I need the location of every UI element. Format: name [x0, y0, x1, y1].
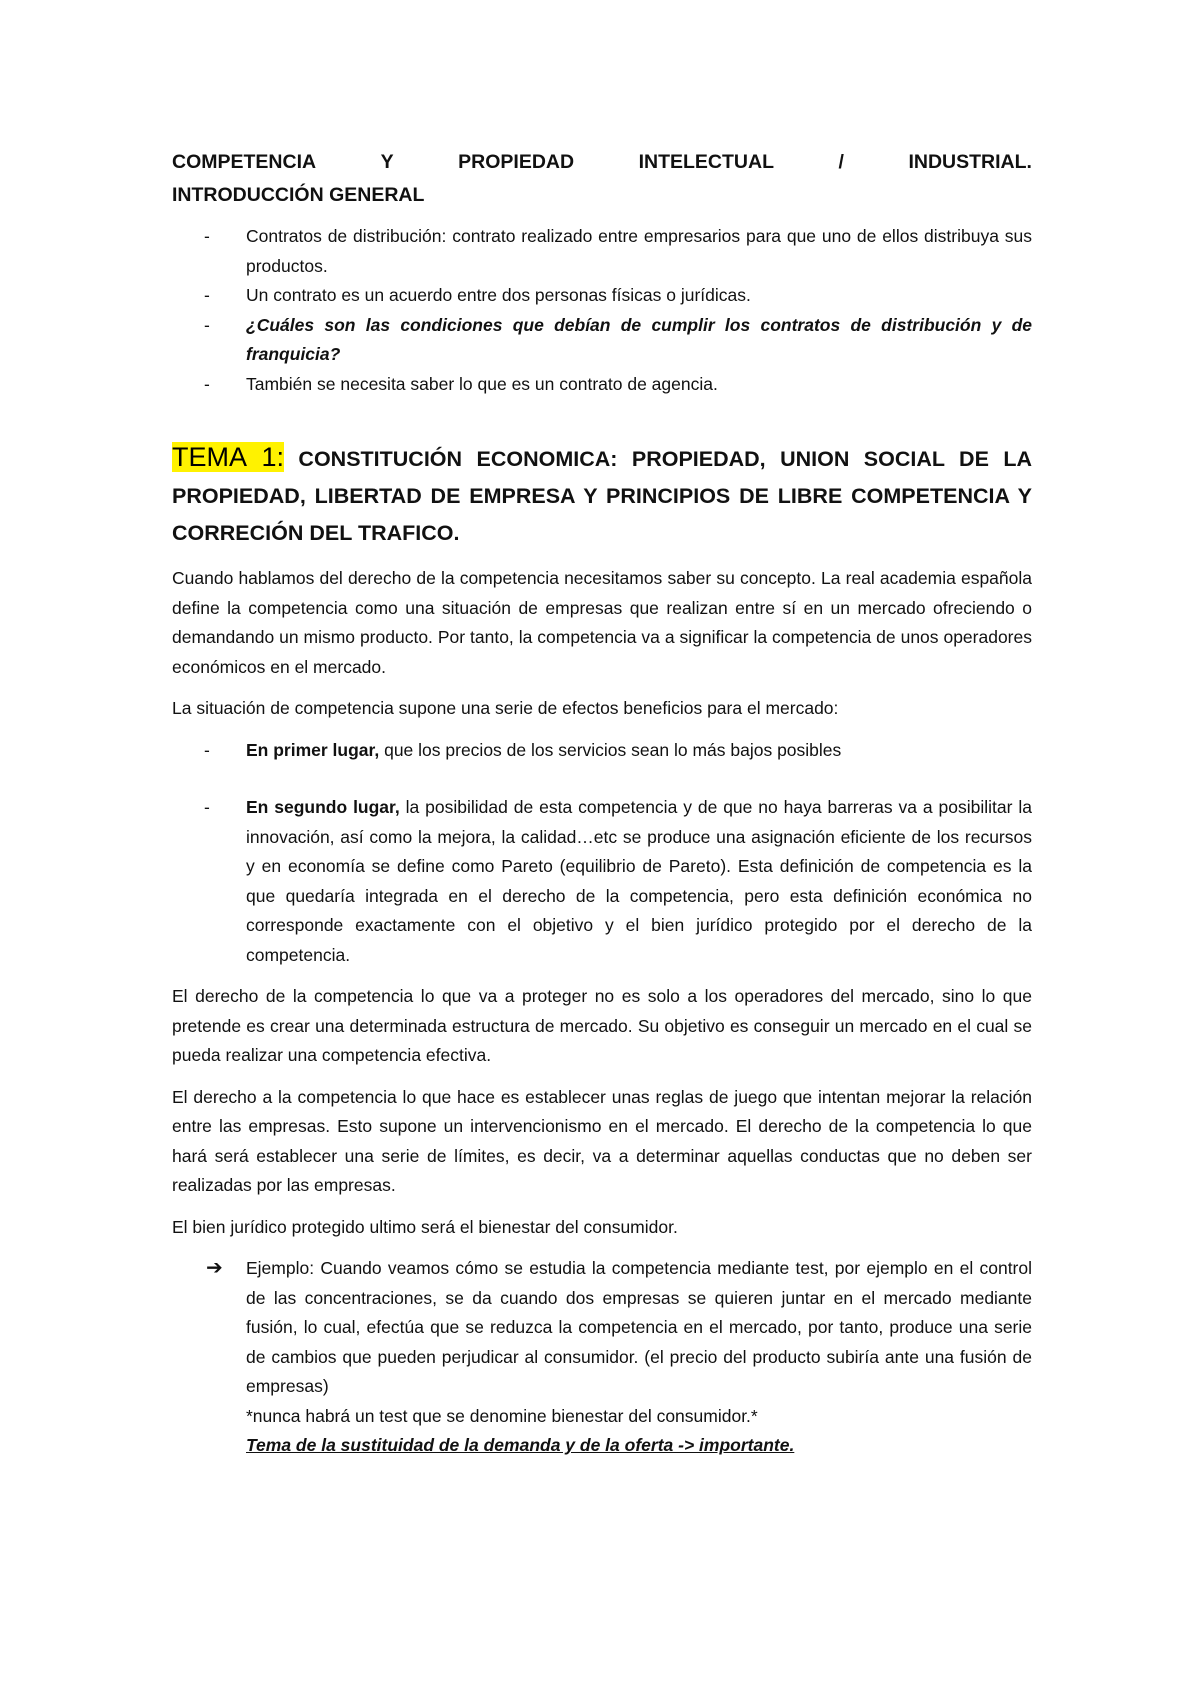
effects-list [172, 736, 1032, 971]
list-item [172, 736, 1032, 766]
title-word: INDUSTRIAL. [908, 151, 1032, 173]
title-word: COMPETENCIA [172, 151, 317, 173]
list-item [172, 222, 1032, 281]
document-title [172, 146, 1032, 212]
list-item-text: También se necesita saber lo que es un contrato de agencia. [246, 373, 718, 394]
title-word: / [838, 151, 844, 173]
example-block [172, 1254, 1032, 1461]
title-word: Y [380, 151, 394, 173]
dash-bullet: - [204, 226, 210, 246]
dash-bullet: - [204, 285, 210, 305]
list-item [172, 793, 1032, 970]
section-title: CONSTITUCIÓN ECONOMICA: PROPIEDAD, UNION SOCIAL DE LA PROPIEDAD, LIBERTAD DE EMPRESA Y PRINCIPIOS DE LIBRE COMPETENCIA Y CORRECIÓN DEL TRAFICO. [172, 447, 1033, 545]
list-item [172, 281, 1032, 311]
list-item [172, 370, 1032, 400]
section-heading [172, 439, 1032, 552]
paragraph: La situación de competencia supone una serie de efectos beneficios para el mercado: [172, 698, 839, 718]
bold-lead: En primer lugar, [246, 739, 380, 760]
arrow-icon: ➔ [206, 1257, 223, 1279]
important-note: Tema de la sustituidad de la demanda y de la oferta -> importante. [246, 1435, 795, 1455]
document-body [172, 146, 1032, 1461]
dash-bullet: - [204, 797, 210, 817]
list-item-text: la posibilidad de esta competencia y de que no haya barreras va a posibilitar la innovación, así como la mejora, la calidad…etc se produce una asignación eficiente de los recursos y en economía se define como Pareto (equilibrio de Pareto). Esta definición de competencia es la que quedaría integrada en el derecho de la competencia, pero esta definición económica no corresponde exactamente con el objetivo y el bien jurídico protegido por el derecho de la competencia. [246, 797, 1032, 965]
title-line-1 [172, 146, 1032, 179]
list-item-text: que los precios de los servicios sean lo más bajos posibles [379, 739, 842, 760]
bold-lead: En segundo lugar, [246, 797, 400, 817]
dash-bullet: - [204, 314, 210, 335]
highlighted-label: TEMA 1: [172, 442, 284, 472]
paragraph: El bien jurídico protegido ultimo será el bienestar del consumidor. [172, 1216, 678, 1237]
list-item-question: ¿Cuáles son las condiciones que debían de cumplir los contratos de distribución y de franquicia? [246, 314, 1032, 364]
title-line-2: INTRODUCCIÓN GENERAL [172, 184, 425, 206]
dash-bullet: - [204, 739, 210, 760]
paragraph: El derecho a la competencia lo que hace es establecer unas reglas de juego que intentan mejorar la relación entre las empresas. Esto supone un intervencionismo en el mercado. El derecho de la competencia lo que hará será establecer una serie de límites, es decir, va a determinar aquellas conductas que no deben ser realizadas por las empresas. [172, 1086, 1032, 1195]
paragraph: Cuando hablamos del derecho de la competencia necesitamos saber su concepto. La real academia española define la competencia como una situación de empresas que realizan entre sí en un mercado ofreciendo o demandando un mismo producto. Por tanto, la competencia va a significar la competencia de unos operadores económicos en el mercado. [172, 568, 1032, 677]
list-item [172, 311, 1032, 370]
spacer [172, 765, 1032, 793]
example-note: *nunca habrá un test que se denomine bienestar del consumidor.* [246, 1405, 758, 1426]
title-word: INTELECTUAL [638, 151, 774, 173]
list-item-text: Contratos de distribución: contrato realizado entre empresarios para que uno de ellos distribuya sus productos. [246, 226, 1032, 276]
title-word: PROPIEDAD [458, 151, 575, 173]
dash-bullet: - [204, 373, 210, 394]
list-item-text: Un contrato es un acuerdo entre dos personas físicas o jurídicas. [246, 285, 751, 305]
paragraph: El derecho de la competencia lo que va a proteger no es solo a los operadores del mercado, sino lo que pretende es crear una determinada estructura de mercado. Su objetivo es conseguir un mercado en el cual se pueda realizar una competencia efectiva. [172, 986, 1032, 1065]
intro-list [172, 222, 1032, 399]
example-text: Ejemplo: Cuando veamos cómo se estudia la competencia mediante test, por ejemplo en el control de las concentraciones, se da cuando dos empresas se quieren juntar en el mercado mediante fusión, lo cual, efectúa que se reduzca la competencia en el mercado, por tanto, produce una serie de cambios que pueden perjudicar al consumidor. (el precio del producto subiría ante una fusión de empresas) [246, 1258, 1032, 1396]
